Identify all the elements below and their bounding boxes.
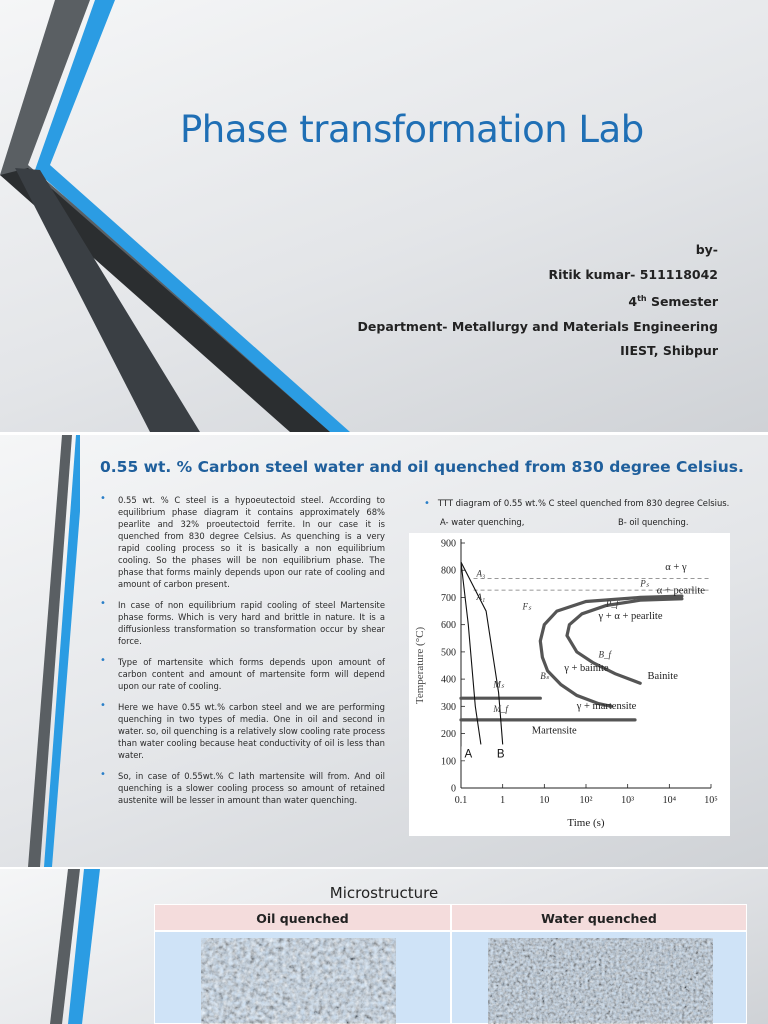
bullet-list: [100, 494, 385, 815]
region-label: γ + α + pearlite: [598, 611, 663, 623]
y-tick-label: 600: [441, 620, 456, 632]
y-tick-label: 400: [441, 674, 456, 686]
bullet-item: • Here we have 0.55 wt.% carbon steel and we are performing quenching in two types of media. One in oil and second in water. so, oil quenching is a relatively slow cooling rate process than water cooling because heat conductivity of oil is less than water.: [100, 700, 385, 760]
slide-decoration: [0, 0, 768, 432]
cooling-marker-label: B: [496, 748, 505, 761]
x-tick-label: 0.1: [454, 795, 468, 806]
x-tick-label: 10³: [621, 795, 635, 806]
x-tick-label: 1: [500, 795, 506, 806]
x-axis-label: Time (s): [567, 817, 605, 829]
cell-oil: [154, 931, 451, 1024]
author-name: Ritik kumar- 511118042: [548, 266, 718, 282]
oil-micrograph: [201, 938, 396, 1024]
region-label: α + pearlite: [656, 585, 705, 597]
y-tick-label: 900: [441, 538, 456, 550]
curve-label: Bₛ: [540, 671, 550, 682]
cooling-marker-label: A: [464, 748, 473, 761]
bullet-item: • Type of martensite which forms depends upon amount of carbon content and amount of martensite form will depend upon our rate of cooling.: [100, 655, 385, 691]
x-tick-label: 10: [539, 795, 550, 806]
y-tick-label: 100: [441, 756, 456, 768]
institute: IIEST, Shibpur: [620, 343, 718, 359]
bullet-item: • So, in case of 0.55wt.% C lath martensite will from. And oil quenching is a slower cooling process so amount of retained austenite will be lesser in amount than water quenching.: [100, 769, 385, 805]
ttt-legend-a: A- water quenching,: [440, 517, 525, 527]
ttt-legend-b: B- oil quenching.: [618, 517, 689, 527]
region-label: Bainite: [647, 671, 678, 683]
region-label: γ + martensite: [576, 701, 637, 713]
by-label: by-: [695, 242, 718, 257]
reference-line-label: A₁: [476, 592, 486, 603]
semester: 4th Semester: [628, 294, 718, 310]
department: Department- Metallurgy and Materials Engineering: [357, 318, 718, 334]
curve-label: Pₛ: [640, 578, 650, 589]
curve-label: Mₛ: [493, 679, 505, 690]
reference-line-label: A₃: [476, 568, 486, 579]
bullet-item: • 0.55 wt. % C steel is a hypoeutectoid steel. According to equilibrium phase diagram it contains approximately 68% pearlite and 32% proeutectoid ferrite. In our case it is quenched from 830 degree Celsius. As quenching is a very rapid cooling process so it is basically a non equilibrium cooling. So the phases will be non equilibrium phase. The phase that forms mainly depends upon our rate of cooling and amount of carbon present.: [100, 493, 385, 589]
curve-label: Fₛ: [522, 601, 532, 612]
region-label: α + γ: [665, 562, 687, 574]
region-label: γ + bainite: [564, 662, 609, 674]
curve-label: M_f: [493, 703, 508, 714]
slide-decoration: [0, 435, 80, 867]
cell-water: [451, 931, 747, 1024]
x-tick-label: 10⁴: [662, 795, 677, 806]
presentation-title: Phase transformation Lab: [180, 108, 644, 151]
y-tick-label: 500: [441, 647, 456, 659]
y-tick-label: 700: [441, 592, 456, 604]
x-tick-label: 10⁵: [704, 795, 718, 806]
curve-label: P_f: [605, 598, 619, 609]
microstructure-title: Microstructure: [329, 884, 439, 902]
col-header-water: Water quenched: [451, 904, 747, 931]
cooling-curve-b: [461, 562, 503, 744]
col-header-oil: Oil quenched: [154, 904, 451, 931]
curve-label: B_f: [598, 649, 612, 660]
y-tick-label: 0: [451, 783, 456, 795]
bullet-item: • In case of non equilibrium rapid cooling of steel Martensite phase forms. Which is very hard and brittle in nature. It is a diffusionless transformation so transformation occur by shear force.: [100, 598, 385, 646]
ttt-caption: • TTT diagram of 0.55 wt.% C steel quenched from 830 degree Celsius.: [424, 498, 730, 509]
region-label: Martensite: [531, 725, 577, 737]
y-tick-label: 800: [441, 565, 456, 577]
y-tick-label: 200: [441, 729, 456, 741]
ttt-diagram: [409, 533, 730, 836]
y-axis-label: Temperature (°C): [414, 626, 426, 705]
slide-title: 0.55 wt. % Carbon steel water and oil quenched from 830 degree Celsius.: [100, 458, 744, 476]
y-tick-label: 300: [441, 701, 456, 713]
x-tick-label: 10²: [579, 795, 593, 806]
cooling-curve-a: [461, 562, 481, 744]
title-slide: [0, 0, 768, 432]
water-micrograph: [488, 938, 713, 1024]
author-block: [358, 238, 718, 364]
microstructure-table: [154, 904, 747, 1024]
